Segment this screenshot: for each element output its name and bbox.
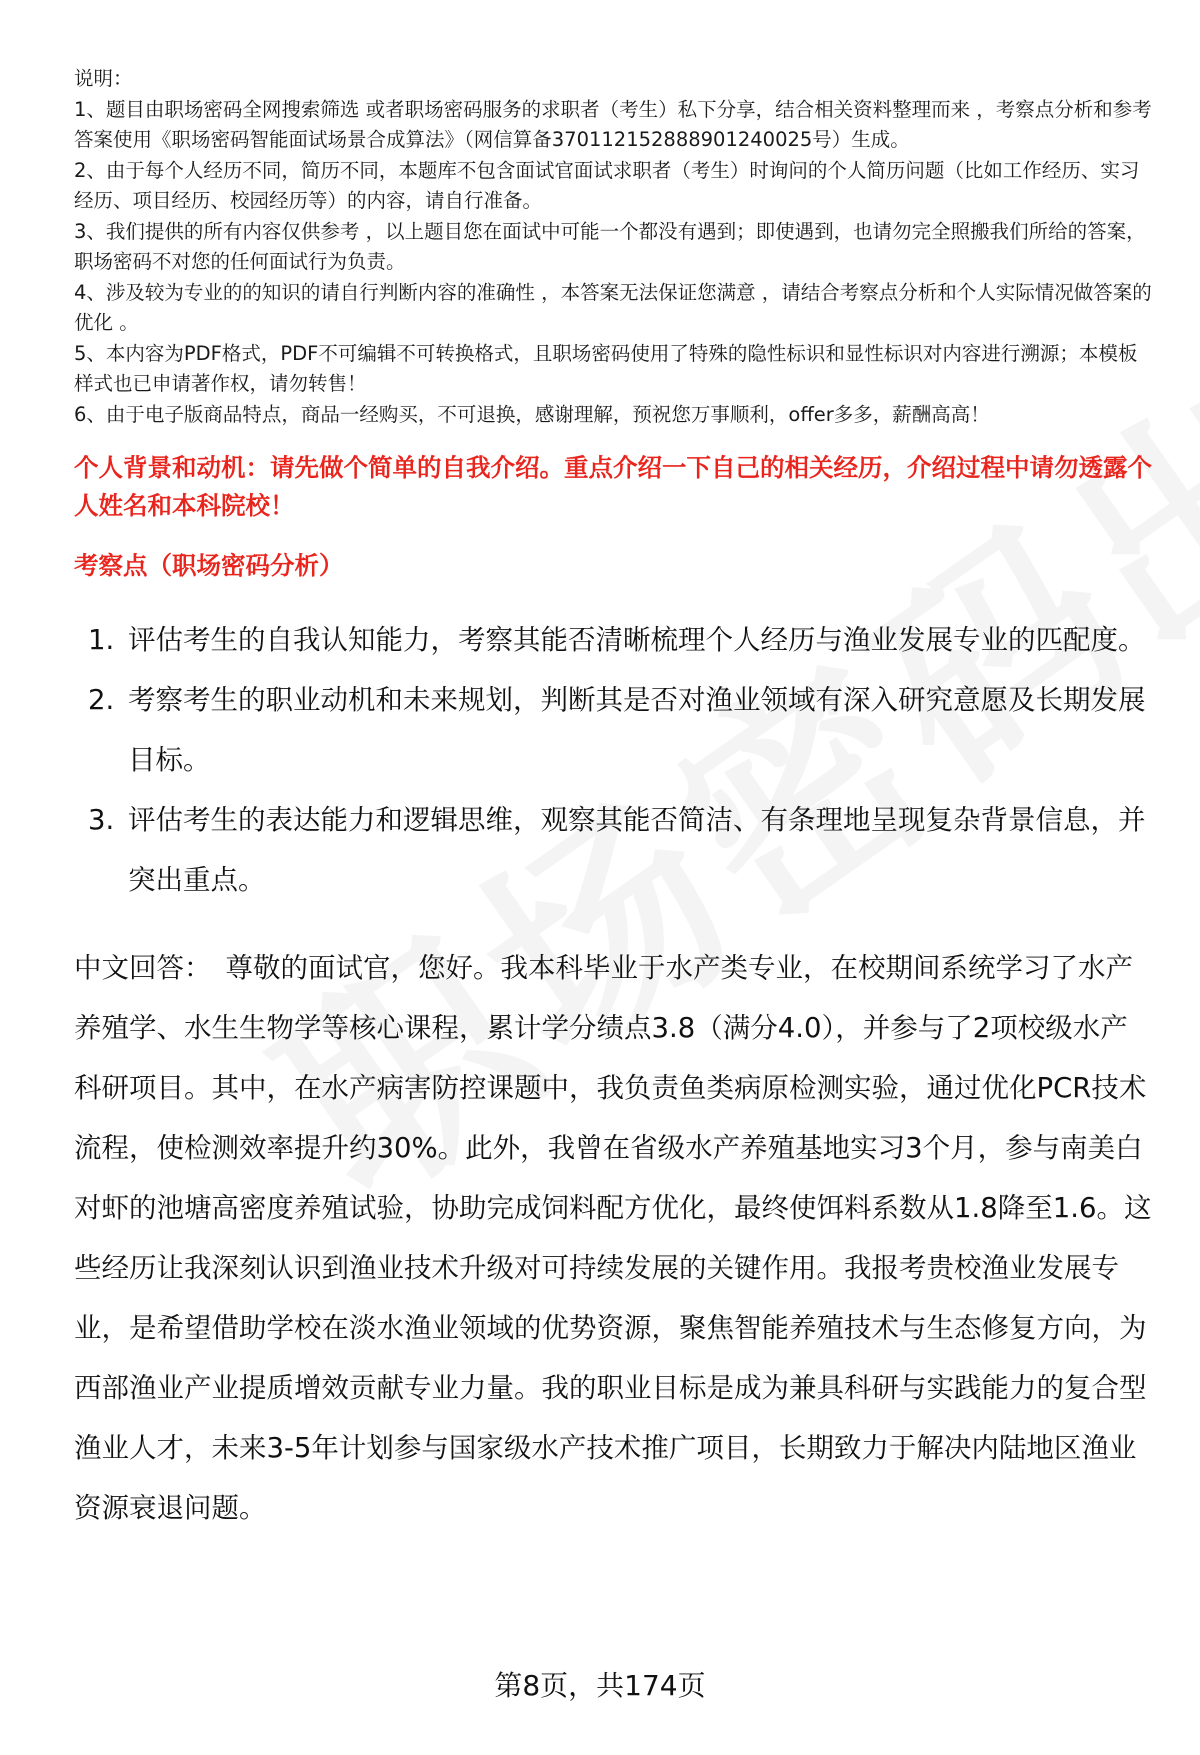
note-item: 3、我们提供的所有内容仅供参考 ，以上题目您在面试中可能一个都没有遇到；即使遇到，也请勿完全照搬我们所给的答案，职场密码不对您的任何面试行为负责。 [74,219,1146,273]
point-text: 评估考生的表达能力和逻辑思维，观察其能否简洁、有条理地呈现复杂背景信息，并突出重点。 [128,804,1146,896]
answer-section [74,938,1154,1538]
note-item: 6、由于电子版商品特点，商品一经购买，不可退换，感谢理解，预祝您万事顺利，offer多多，薪酬高高！ [74,402,990,426]
answer-text: 尊敬的面试官，您好。我本科毕业于水产类专业，在校期间系统学习了水产养殖学、水生生物学等核心课程，累计学分绩点3.8（满分4.0），并参与了2项校级水产科研项目。其中，在水产病害防控课题中，我负责鱼类病原检测实验，通过优化PCR技术流程，使检测效率提升约30%。此外，我曾在省级水产养殖基地实习3个月，参与南美白对虾的池塘高密度养殖试验，协助完成饲料配方优化，最终使饵料系数从1.8降至1.6。这些经历让我深刻认识到渔业技术升级对可持续发展的关键作用。我报考贵校渔业发展专业，是希望借助学校在淡水渔业领域的优势资源，聚焦智能养殖技术与生态修复方向，为西部渔业产业提质增效贡献专业力量。我的职业目标是成为兼具科研与实践能力的复合型渔业人才，未来3-5年计划参与国家级水产技术推广项目，长期致力于解决内陆地区渔业资源衰退问题。 [74,952,1152,1524]
question-heading: 个人背景和动机：请先做个简单的自我介绍。重点介绍一下自己的相关经历，介绍过程中请勿透露个人姓名和本科院校！ [74,453,1152,520]
note-item: 2、由于每个人经历不同，简历不同，本题库不包含面试官面试求职者（考生）时询问的个人简历问题（比如工作经历、实习经历、项目经历、校园经历等）的内容，请自行准备。 [74,158,1140,212]
analysis-point [74,790,1154,910]
note-item: 1、题目由职场密码全网搜索筛选 或者职场密码服务的求职者（考生）私下分享，结合相关资料整理而来 ，考察点分析和参考答案使用《职场密码智能面试场景合成算法》（网信算备370112152888901240025号）生成。 [74,97,1152,151]
page-number: 第8页，共174页 [494,1669,706,1702]
analysis-point [74,670,1154,790]
notes-section [74,64,1154,430]
notes-title: 说明： [74,67,133,90]
analysis-point [74,610,1154,670]
analysis-points [74,610,1154,910]
point-number: 1. [88,624,115,656]
analysis-heading: 考察点（职场密码分析） [74,551,344,580]
point-number: 2. [88,684,115,716]
point-text: 评估考生的自我认知能力，考察其能否清晰梳理个人经历与渔业发展专业的匹配度。 [128,624,1146,656]
point-text: 考察考生的职业动机和未来规划，判断其是否对渔业领域有深入研究意愿及长期发展目标。 [128,684,1146,776]
note-item: 5、本内容为PDF格式，PDF不可编辑不可转换格式，且职场密码使用了特殊的隐性标识和显性标识对内容进行溯源；本模板样式也已申请著作权，请勿转售！ [74,341,1138,395]
answer-label: 中文回答： [74,952,212,984]
document-page [74,64,1154,1538]
point-number: 3. [88,804,115,836]
note-item: 4、涉及较为专业的的知识的请自行判断内容的准确性 ，本答案无法保证您满意 ，请结合考察点分析和个人实际情况做答案的优化 。 [74,280,1152,334]
